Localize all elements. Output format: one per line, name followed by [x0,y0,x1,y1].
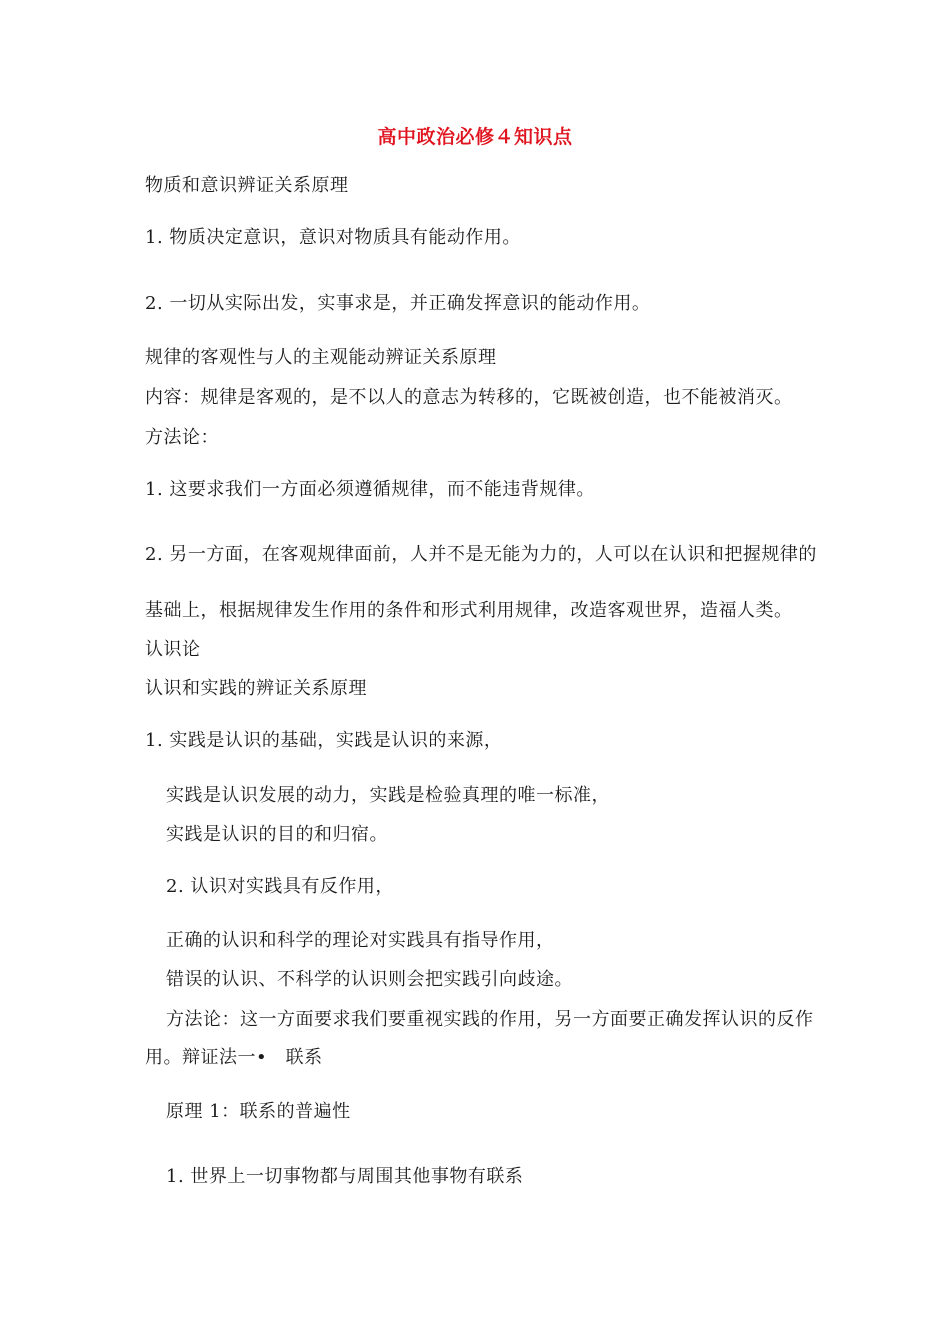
text-line: 2. 一切从实际出发，实事求是，并正确发挥意识的能动作用。 [145,293,651,314]
text-line: 基础上，根据规律发生作用的条件和形式利用规律，改造客观世界，造福人类。 [145,600,793,621]
text-line: 实践是认识的目的和归宿。 [166,824,388,845]
text-line: 1. 实践是认识的基础，实践是认识的来源， [145,730,503,751]
text-line: 物质和意识辨证关系原理 [145,175,349,196]
text-line: 2. 认识对实践具有反作用， [166,876,394,897]
text-line: 认识论 [145,639,201,660]
text-line: 2. 另一方面，在客观规律面前，人并不是无能为力的，人可以在认识和把握规律的 [145,544,817,565]
text-line: 规律的客观性与人的主观能动辨证关系原理 [145,347,497,368]
text-line: 正确的认识和科学的理论对实践具有指导作用， [166,930,555,951]
text-line: 1. 世界上一切事物都与周围其他事物有联系 [166,1166,524,1187]
text-line: 错误的认识、不科学的认识则会把实践引向歧途。 [166,969,573,990]
text-line: 方法论： [145,427,219,448]
text-line: 1. 这要求我们一方面必须遵循规律，而不能违背规律。 [145,479,595,500]
document-title: 高中政治必修４知识点 [377,126,573,148]
text-line: 原理 1：联系的普遍性 [166,1101,351,1122]
text-line: 1. 物质决定意识，意识对物质具有能动作用。 [145,227,521,248]
text-line: 认识和实践的辨证关系原理 [145,678,367,699]
text-line: 实践是认识发展的动力，实践是检验真理的唯一标准， [166,785,610,806]
text-line: 内容：规律是客观的，是不以人的意志为转移的，它既被创造，也不能被消灭。 [145,387,793,408]
text-line: 方法论：这一方面要求我们要重视实践的作用，另一方面要正确发挥认识的反作 [166,1009,814,1030]
text-line: 用。辩证法一• 联系 [145,1047,323,1068]
